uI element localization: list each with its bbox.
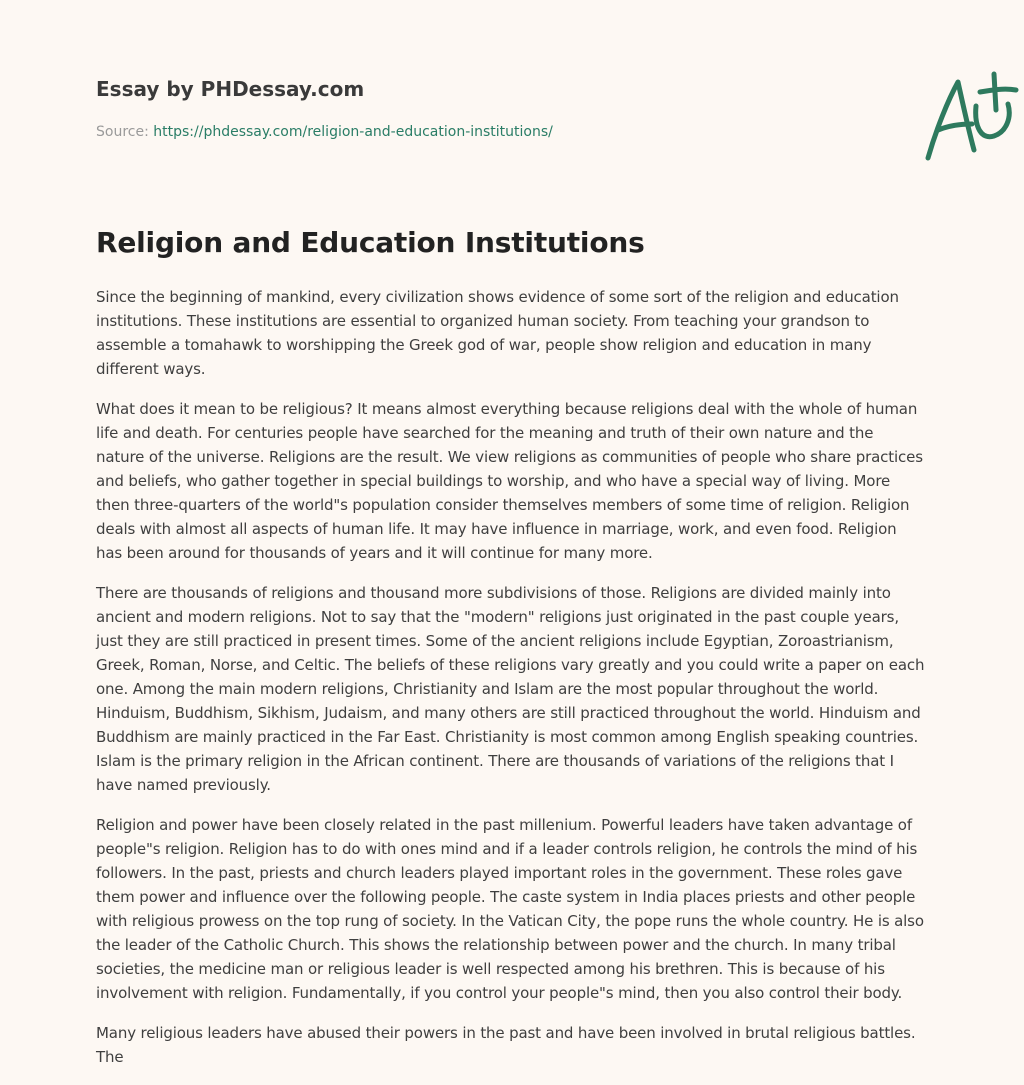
source-line (96, 124, 553, 140)
essay-paragraph: Religion and power have been closely related in the past millenium. Powerful leaders have taken advantage of people"s religion. Religion has to do with ones mind and if a leader controls religion, he controls the mind of his followers. In the past, priests and church leaders played important roles in the government. These roles gave them power and influence over the following people. The caste system in India places priests and other people with religious prowess on the top rung of society. In the Vatican City, the pope runs the whole country. He is also the leader of the Catholic Church. This shows the relationship between power and the church. In many tribal societies, the medicine man or religious leader is well respected among his brethren. This is because of his involvement with religion. Fundamentally, if you control your people"s mind, then you also control their body. (96, 816, 924, 1002)
essay-paragraph: Many religious leaders have abused their powers in the past and have been involved in brutal religious battles. The (96, 1024, 916, 1066)
source-link[interactable]: https://phdessay.com/religion-and-education-institutions/ (153, 124, 553, 140)
source-label: Source: (96, 124, 149, 140)
a-plus-logo-icon (916, 70, 1024, 166)
site-title: Essay by PHDessay.com (96, 77, 365, 101)
essay-paragraph: What does it mean to be religious? It means almost everything because religions deal with the whole of human life and death. For centuries people have searched for the meaning and truth of their own nature and the nature of the universe. Religions are the result. We view religions as communities of people who share practices and beliefs, who gather together in special buildings to worship, and who have a special way of living. More then three-quarters of the world"s population consider themselves members of some time of religion. Religion deals with almost all aspects of human life. It may have influence in marriage, work, and even food. Religion has been around for thousands of years and it will continue for many more. (96, 400, 923, 562)
essay-paragraph: Since the beginning of mankind, every civilization shows evidence of some sort of the religion and education institutions. These institutions are essential to organized human society. From teaching your grandson to assemble a tomahawk to worshipping the Greek god of war, people show religion and education in many different ways. (96, 288, 899, 378)
essay-title: Religion and Education Institutions (96, 226, 645, 259)
essay-body (96, 285, 926, 1085)
essay-paragraph: There are thousands of religions and thousand more subdivisions of those. Religions are divided mainly into ancient and modern religions. Not to say that the "modern" religions just originated in the past couple years, just they are still practiced in present times. Some of the ancient religions include Egyptian, Zoroastrianism, Greek, Roman, Norse, and Celtic. The beliefs of these religions vary greatly and you could write a paper on each one. Among the main modern religions, Christianity and Islam are the most popular throughout the world. Hinduism, Buddhism, Sikhism, Judaism, and many others are still practiced throughout the world. Hinduism and Buddhism are mainly practiced in the Far East. Christianity is most common among English speaking countries. Islam is the primary religion in the African continent. There are thousands of variations of the religions that I have named previously. (96, 584, 925, 794)
